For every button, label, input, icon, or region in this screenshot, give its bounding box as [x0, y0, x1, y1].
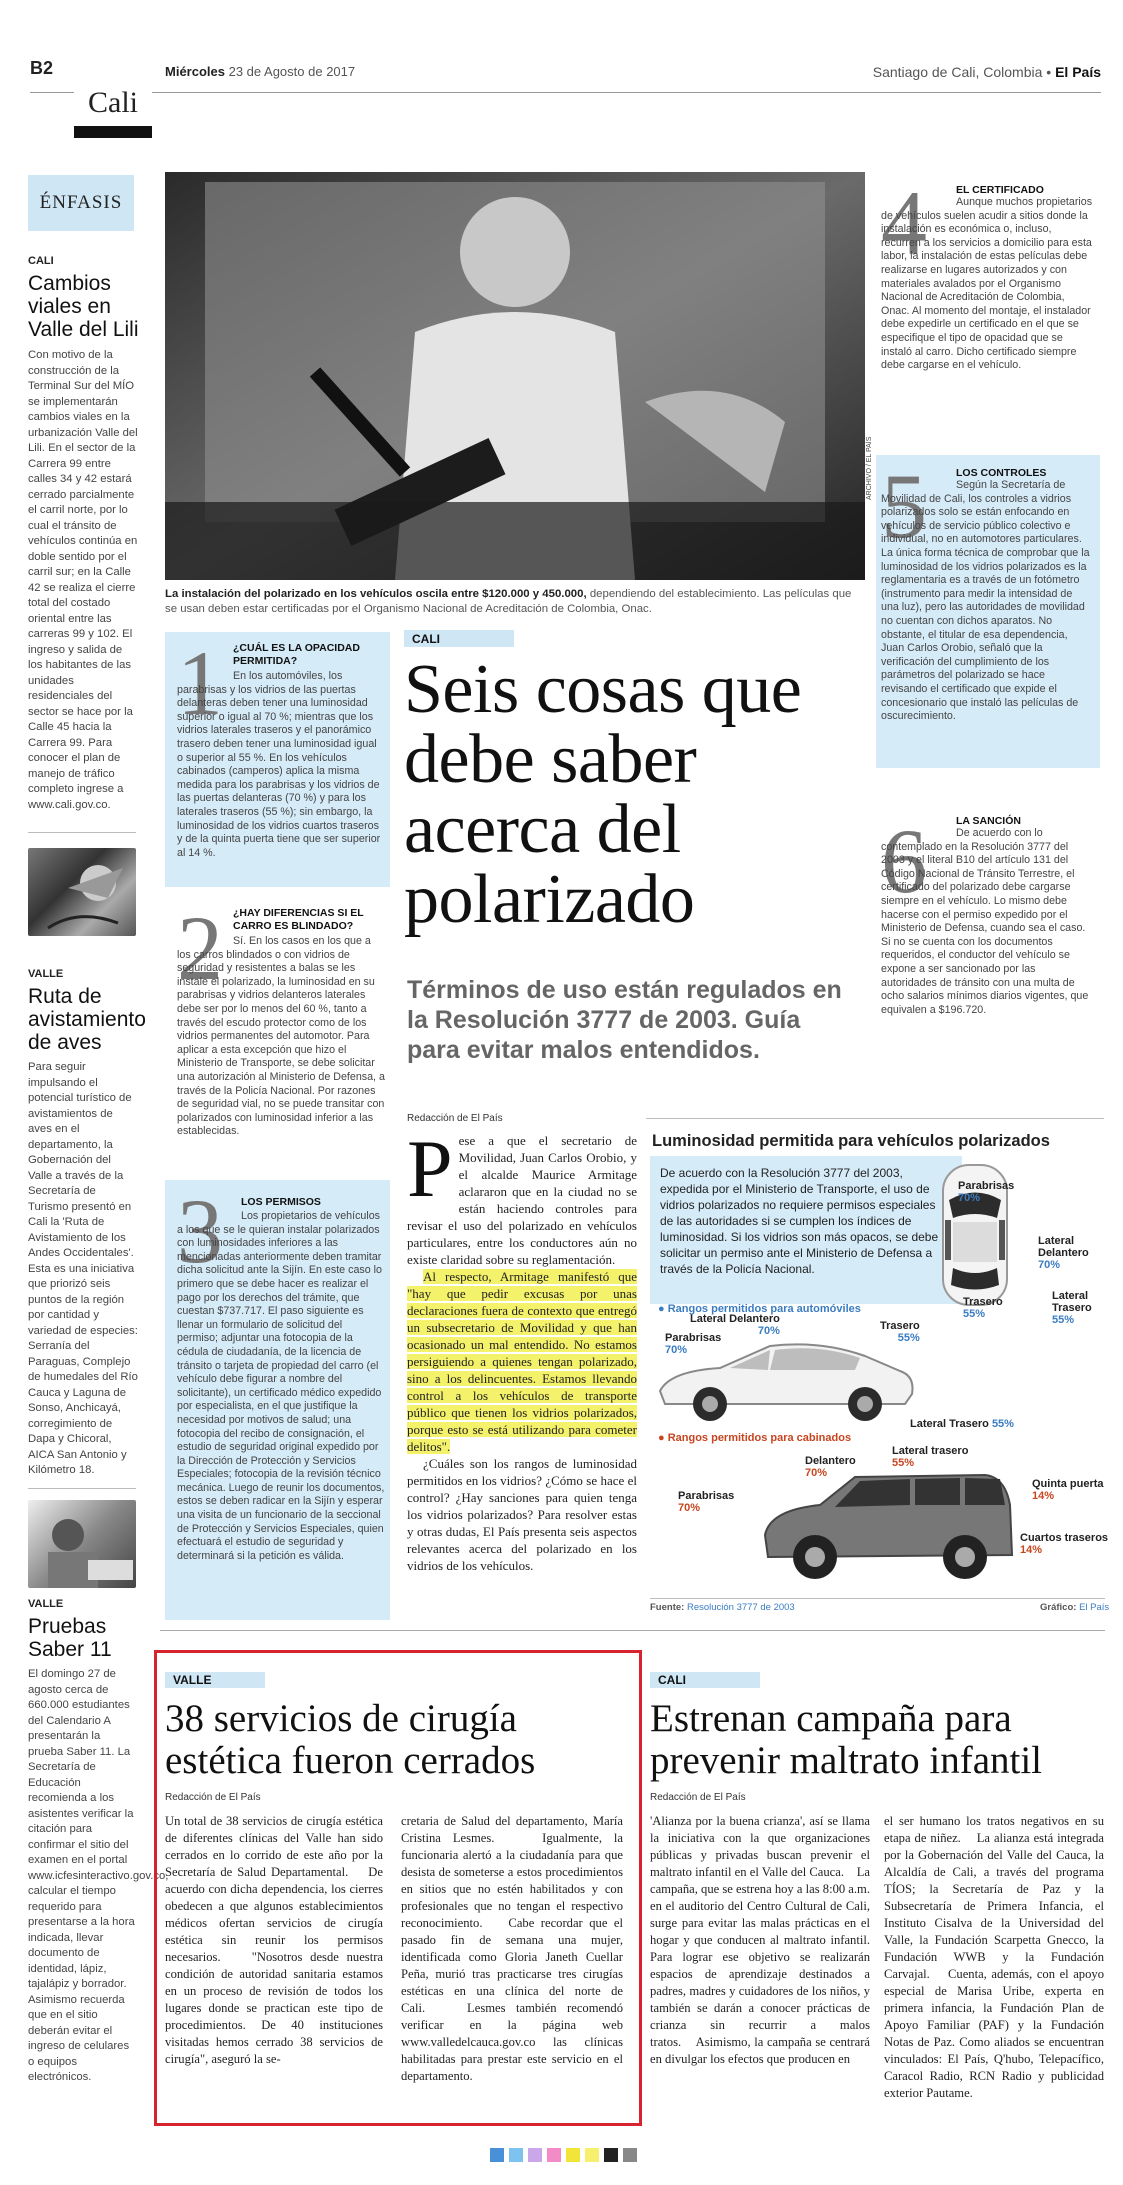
main-subtitle: Términos de uso están regulados en la Resolución 3777 de 2003. Guía para evitar malos entendidos. [407, 976, 842, 1064]
infographic-title: Luminosidad permitida para vehículos polarizados [652, 1132, 1050, 1150]
infographic-credit: Gráfico: El País [1040, 1602, 1110, 1613]
main-paragraph-1: ese a que el secretario de Movilidad, Juan Carlos Orobio, y el alcalde Maurice Armitage aclararon que en la ciudad no se están haciendo controles para revisar el uso del polarizado en vehículos particulares, entre los conductores aún no existe claridad sobre su reglamentación. [407, 1133, 637, 1267]
student-image [28, 1500, 136, 1588]
photo-caption [165, 587, 865, 617]
main-dropcap: P [407, 1123, 453, 1214]
print-color-bar [490, 2148, 642, 2162]
info-box-2 [165, 897, 390, 1159]
info-box-1 [165, 632, 390, 887]
sedan-label-lateral-delantero: Lateral Delantero 70% [690, 1313, 780, 1337]
top-label-parabrisas: Parabrisas 70% [958, 1180, 1015, 1204]
bottom-right-col-1: 'Alianza por la buena crianza', así se llama la iniciativa con la que organizaciones públicas y privadas buscan prevenir el maltrato infantil en el Valle del Cauca. La campaña, que se estrena hoy a las 8:00 a.m. en el auditorio del Centro Cultural de Cali, surge para evitar las malas prácticas en el hogar y que conducen al maltrato infantil. Para lograr ese objetivo se realizarán espacios de aprendizaje destinados a padres, madres y cuidadores de los niños, y también se darán a conocer prácticas de crianza sin recurrir a malos tratos. Asimismo, la campaña se centrará en divulgar los efectos que producen en [650, 1814, 870, 2066]
page-number: B2 [30, 58, 54, 78]
sedan-label-lateral-trasero: Lateral Trasero 55% [910, 1418, 1014, 1430]
info-box-5 [876, 455, 1100, 768]
source-rule [650, 1598, 1105, 1599]
bird-image [28, 848, 136, 936]
bottom-left-col-1: Un total de 38 servicios de cirugía estética de diferentes clínicas del Valle han sido cerrados en lo corrido de este año por la Secretaría de Salud Departamental. De acuerdo con dicha dependencia, los cierres obedecen a que algunos establecimientos médicos ofertan servicios de cirugía estética sin reunir los permisos necesarios. "Nosotros desde nuestra condición de autoridad sanitaria estamos en un proceso de revisión de todos los lugares donde se practican este tipo de procedimientos. De 40 instituciones visitadas hemos cerrado 38 servicios de cirugía", aseguró la se- [165, 1814, 383, 2066]
bottom-right-byline: Redacción de El País [650, 1792, 746, 1803]
top-label-lateral-delantero: Lateral Delantero 70% [1038, 1235, 1089, 1271]
main-headline: Seis cosas que debe saber acerca del polarizado [404, 651, 802, 938]
box-1-text: En los automóviles, los parabrisas y los vidrios de las puertas delanteras deben tener una luminosidad superior o igual al 70 %; mientras que los vidrios laterales traseros y el panorámico trasero deben tener una luminosidad igual o superior al 55 %. En los vehículos cabinados (camperos) aplica la misma medida para los parabrisas y los vidrios de las puertas delanteras (70 %) y para los laterales traseros (55 %); sin embargo, la luminosidad de los vidrios cuartos traseros y de la quinta puerta tiene que ser superior al 14 %. [177, 670, 381, 859]
color-swatch [585, 2148, 599, 2162]
suv-label-quinta-puerta: Quinta puerta 14% [1032, 1478, 1104, 1502]
color-swatch [566, 2148, 580, 2162]
color-swatch [547, 2148, 561, 2162]
left-item-3-body: El domingo 27 de agosto cerca de 660.000 estudiantes del Calendario A presentarán la prueba Saber 11. La Secretaría de Educación recomienda a los asistentes verificar la citación para confirmar el sitio del examen en el portal www.icfesinteractivo.gov.co, calcular el tiempo requerido para presentarse a la hora indicada, llevar documento de identidad, lápiz, tajalápiz y borrador. Asimismo recuerda que en el sitio deberán evitar el ingreso de celulares o equipos electrónicos. [28, 1668, 169, 2083]
box-2-text: Sí. En los casos en los que a los carros blindados o con vidrios de seguridad y resistentes a balas se les instale el polarizado, la luminosidad en su parabrisas y vidrios delanteros laterales debe ser por lo menos del 60 %, tanto a través del escudo protector como de los vidrios permanentes del automotor. Para aplicar a esta excepción que hizo el Ministerio de Transporte, se debe solicitar una autorización al Ministerio de Defensa, a través de la Policía Nacional. Por razones de seguridad vial, no se puede transitar con polarizados con luminosidad inferior a las establecidas. [177, 935, 385, 1138]
issue-date [165, 64, 355, 79]
infographic-intro: De acuerdo con la Resolución 3777 del 2003, expedida por el Ministerio de Transporte, el uso de vidrios polarizados no requiere permisos especiales de las autoridades si se cumplen los índices de luminosidad. Si los vidrios son más opacos, se debe solicitar un permiso ante el Ministerio de Defensa a través de la Policía Nacional. [650, 1156, 962, 1304]
box-1-heading: ¿CUÁL ES LA OPACIDAD PERMITIDA? [233, 642, 360, 667]
left-item-2-kicker: VALLE [28, 968, 64, 980]
box-3-heading: LOS PERMISOS [241, 1196, 321, 1208]
left-item-3-title: Pruebas Saber 11 [28, 1615, 112, 1661]
info-box-4 [876, 172, 1100, 412]
left-item-3-kicker: VALLE [28, 1598, 64, 1610]
bottom-right-col-2: el ser humano los tratos negativos en su etapa de niñez. La alianza está integrada por la Gobernación del Valle del Cauca, la Alcaldía de Cali, a través del programa TÍOS; la Secretaría de Paz y la Subsecretaría de Primera Infancia, el Instituto Cisalva de la Universidad del Valle, la Fundación Scarpetta Gnecco, la Fundación WWB y la Fundación Carvajal. Cuenta, además, con el apoyo especial de Marisa Uribe, experta en primera infancia, la Fundación Plan de Apoyo Familiar (PAF) y la Fundación Notas de Paz. Como aliados se encuentran vinculados: El País, Q'hubo, Telepacífico, Caracol Radio, RCN Radio y publicidad exterior Pautame. [884, 1814, 1104, 2100]
caption-bold: La instalación del polarizado en los vehículos oscila entre $120.000 y 450.000, [165, 588, 587, 600]
left-divider [28, 832, 136, 833]
infographic-source: Fuente: Resolución 3777 de 2003 [650, 1602, 795, 1613]
box-2-number: 2 [177, 897, 223, 999]
location-text: Santiago de Cali, Colombia • [872, 64, 1052, 80]
sedan-label-trasero: Trasero 55% [880, 1320, 920, 1344]
color-swatch [509, 2148, 523, 2162]
suv-label-parabrisas: Parabrisas 70% [678, 1490, 735, 1514]
main-byline: Redacción de El País [407, 1113, 503, 1124]
main-paragraph-3: ¿Cuáles son los rangos de luminosidad permitidos en los vidrios? ¿Cómo se hace el control? ¿Hay sanciones para quien tenga los vidrios polarizados? Para resolver estas y otras dudas, El País presenta seis aspectos relevantes acerca del polarizado en los vidrios de los vehículos. [407, 1456, 637, 1573]
suv-icon [760, 1465, 1020, 1585]
box-3-text: Los propietarios de vehículos a los que se le quieran instalar polarizados con luminosidades inferiores a las mencionadas anteriormente deben tramitar dicha solicitud ante la Sijín. En este caso lo primero que se debe hacer es realizar el pago por los derechos del trámite, que cuestan $737.717. El paso siguiente es llenar un formulario de solicitud del permiso; adjuntar una fotocopia de la cédula de ciudadanía, de la licencia de tránsito o tarjeta de propiedad del carro (el vehículo debe figurar a nombre del solicitante), un certificado médico expedido por especialista, en el que justifique la necesidad por motivos de salud; una fotocopia del recibo de consignación, el estudio de seguridad original expedido por la Dirección de Protección y Servicios Especiales; fotocopia de la revisión técnico mecánica. Luego de reunir los documentos, estos se deben radicar en la Sijín y esperar una visita de un funcionario de la seccional de Protección y Servicios Especiales, quien efectuará el estudio de seguridad y determinará si la petición es válida. [177, 1210, 385, 1562]
box-1-number: 1 [177, 632, 223, 734]
bottom-right-kicker: CALI [650, 1672, 760, 1688]
main-photo [165, 172, 865, 580]
box-4-text: Aunque muchos propietarios de vehículos suelen acudir a sitios donde la instalación es económica o, incluso, recurren a los servicios a domicilio para esta labor, la instalación de estas películas debe realizarse en lugares autorizados y con materiales avalados por el Organismo Nacional de Acreditación de Colombia, Onac. Al momento del montaje, el instalador debe expedirle un certificado en el que se especifique el tipo de opacidad que se instaló al carro. Dicho certificado siempre debe cargarse en el vehículo. [881, 196, 1093, 372]
bottom-left-byline: Redacción de El País [165, 1792, 261, 1803]
paper-name: El País [1055, 64, 1101, 80]
color-swatch [528, 2148, 542, 2162]
header-rule [30, 92, 1101, 93]
box-6-text: De acuerdo con lo contemplado en la Resolución 3777 del 2003 y el literal B10 del artículo 131 del Código Nacional de Tránsito Terrestre, el certificado del polarizado debe cargarse siempre en el vehículo. Lo mismo debe hacerse con el permiso expedido por el Ministerio de Defensa, cuando sea el caso. Si no se cuenta con los documentos requeridos, el conductor del vehículo se expone a ser sancionado por las autoridades de tránsito con una multa de ocho salarios mínimos diarios vigentes, que equivalen a $196.720. [881, 827, 1089, 1016]
bottom-left-kicker: VALLE [165, 1672, 265, 1688]
info-box-6 [876, 810, 1100, 1075]
legend-cars: ● Rangos permitidos para automóviles [658, 1303, 861, 1315]
bottom-left-headline: 38 servicios de cirugía estética fueron cerrados [165, 1697, 536, 1782]
top-label-trasero: Trasero 55% [963, 1296, 1003, 1320]
main-kicker: CALI [404, 630, 514, 647]
box-6-heading: LA SANCIÓN [956, 815, 1021, 827]
section-tab: Cali [74, 83, 152, 138]
photo-credit: ARCHIVO / EL PAÍS [866, 436, 873, 500]
box-3-number: 3 [177, 1180, 223, 1282]
sedan-label-parabrisas: Parabrisas 70% [665, 1332, 722, 1356]
color-swatch [604, 2148, 618, 2162]
box-4-number: 4 [881, 172, 927, 274]
caption-text: dependiendo del establecimiento. Las películas que se usan deben estar certificadas por el Organismo Nacional de Acreditación de Colombia, Onac. [165, 588, 852, 615]
color-swatch [623, 2148, 637, 2162]
box-5-text: Según la Secretaría de Movilidad de Cali, los controles a vidrios polarizados solo se están enfocando en vehículos de servicio público colectivo e individual, no en automotores particulares. La única forma técnica de comprobar que la luminosidad de los vidrios polarizados es la reglamentaria es a través de un fotómetro (instrumento para medir la intensidad de una luz), pero las autoridades de movilidad no cuentan con dichos aparatos. No obstante, el titular de esa dependencia, Juan Carlos Orobio, señaló que la verificación del cumplimiento de los parámetros del polarizado se hace revisando el certificado que expide el concesionario que instaló las películas de oscurecimiento. [881, 479, 1090, 723]
info-box-3 [165, 1180, 390, 1620]
students-photo [28, 1500, 136, 1588]
left-item-2-body: Para seguir impulsando el potencial turístico de avistamientos de aves en el departamento, la Gobernación del Valle a través de la Secretaría de Turismo presentó en Cali la 'Ruta de Avistamiento de los Andes Occidentales'. Esta es una iniciativa que priorizó seis puntos de la región por cantidad y variedad de especies: Serranía del Paraguas, Complejo de humedales del Río Cauca y Laguna de Sonso, Anchicayá, corregimiento de Dapa y Chicoral, AICA San Antonio y Kilómetro 18. [28, 1061, 138, 1476]
color-swatch [490, 2148, 504, 2162]
main-article [407, 1123, 637, 1574]
left-item-1-body: Con motivo de la construcción de la Terminal Sur del MÍO se implementarán cambios viales en la urbanización Valle del Lili. En el sector de la Carrera 99 entre calles 34 y 42 estará cerrado parcialmente el carril norte, por lo cual el tránsito de vehículos continúa en doble sentido por el carril sur; en la Calle 42 se realiza el cierre total del costado oriental entre las carreras 99 y 102. El ingreso y salida de los habitantes de las unidades residenciales del sector se hace por la Calle 45 hacia la Carrera 99. Para conocer el plan de manejo de tráfico completo ingrese a www.cali.gov.co. [28, 349, 138, 811]
legend-cab: ● Rangos permitidos para cabinados [658, 1432, 852, 1444]
birds-photo [28, 848, 136, 936]
box-4-heading: EL CERTIFICADO [956, 184, 1044, 196]
infographic-rule [646, 1118, 1104, 1119]
left-divider [28, 1488, 136, 1489]
left-item-1-kicker: CALI [28, 255, 54, 267]
box-2-heading: ¿HAY DIFERENCIAS SI EL CARRO ES BLINDADO? [233, 907, 364, 932]
window-tint-photo [165, 172, 865, 580]
main-paragraph-2: Al respecto, Armitage manifestó que "hay que pedir excusas por unas declaraciones fuera de contexto que entregó un subsecretario de Movilidad y que han ocasionado un mal entendido. No estamos persiguiendo a quienes tengan polarizado, sino a los delincuentes. Estamos llevando control a los vehículos de transporte público que tienen los vidrios polarizados, porque esto se está utilizando para cometer delitos". [407, 1269, 637, 1454]
top-label-lateral-trasero: Lateral Trasero 55% [1052, 1290, 1092, 1326]
box-5-number: 5 [881, 455, 927, 557]
bottom-left-col-2: cretaria de Salud del departamento, María Cristina Lesmes. Igualmente, la funcionaria alertó a la ciudadanía para que desista de someterse a estos procedimientos en sitios que no estén habilitados y con profesionales que no tengan el respectivo reconocimiento. Cabe recordar que el pasado fin de semana una mujer, identificada como Gloria Janeth Cuellar Peña, murió tras practicarse tres cirugías estéticas en una clínica del norte de Cali. Lesmes también recomendó verificar en la página web www.valledelcauca.gov.co las clínicas habilitadas para prestar este servicio en el departamento. [401, 1814, 623, 2083]
suv-label-lateral-trasero: Lateral trasero 55% [892, 1445, 969, 1469]
issue-day: Miércoles [165, 64, 225, 79]
left-item-2-title: Ruta de avistamiento de aves [28, 985, 146, 1054]
enfasis-label: ÉNFASIS [28, 175, 134, 231]
box-6-number: 6 [881, 810, 927, 912]
box-5-heading: LOS CONTROLES [956, 467, 1047, 479]
issue-date-text: 23 de Agosto de 2017 [228, 64, 356, 79]
suv-label-cuartos-traseros: Cuartos traseros 14% [1020, 1532, 1109, 1556]
left-item-1-title: Cambios viales en Valle del Lili [28, 272, 139, 341]
issue-location [873, 64, 1101, 80]
suv-label-delantero: Delantero 70% [805, 1455, 856, 1479]
bottom-right-headline: Estrenan campaña para prevenir maltrato infantil [650, 1697, 1043, 1782]
section-divider [160, 1630, 1105, 1631]
